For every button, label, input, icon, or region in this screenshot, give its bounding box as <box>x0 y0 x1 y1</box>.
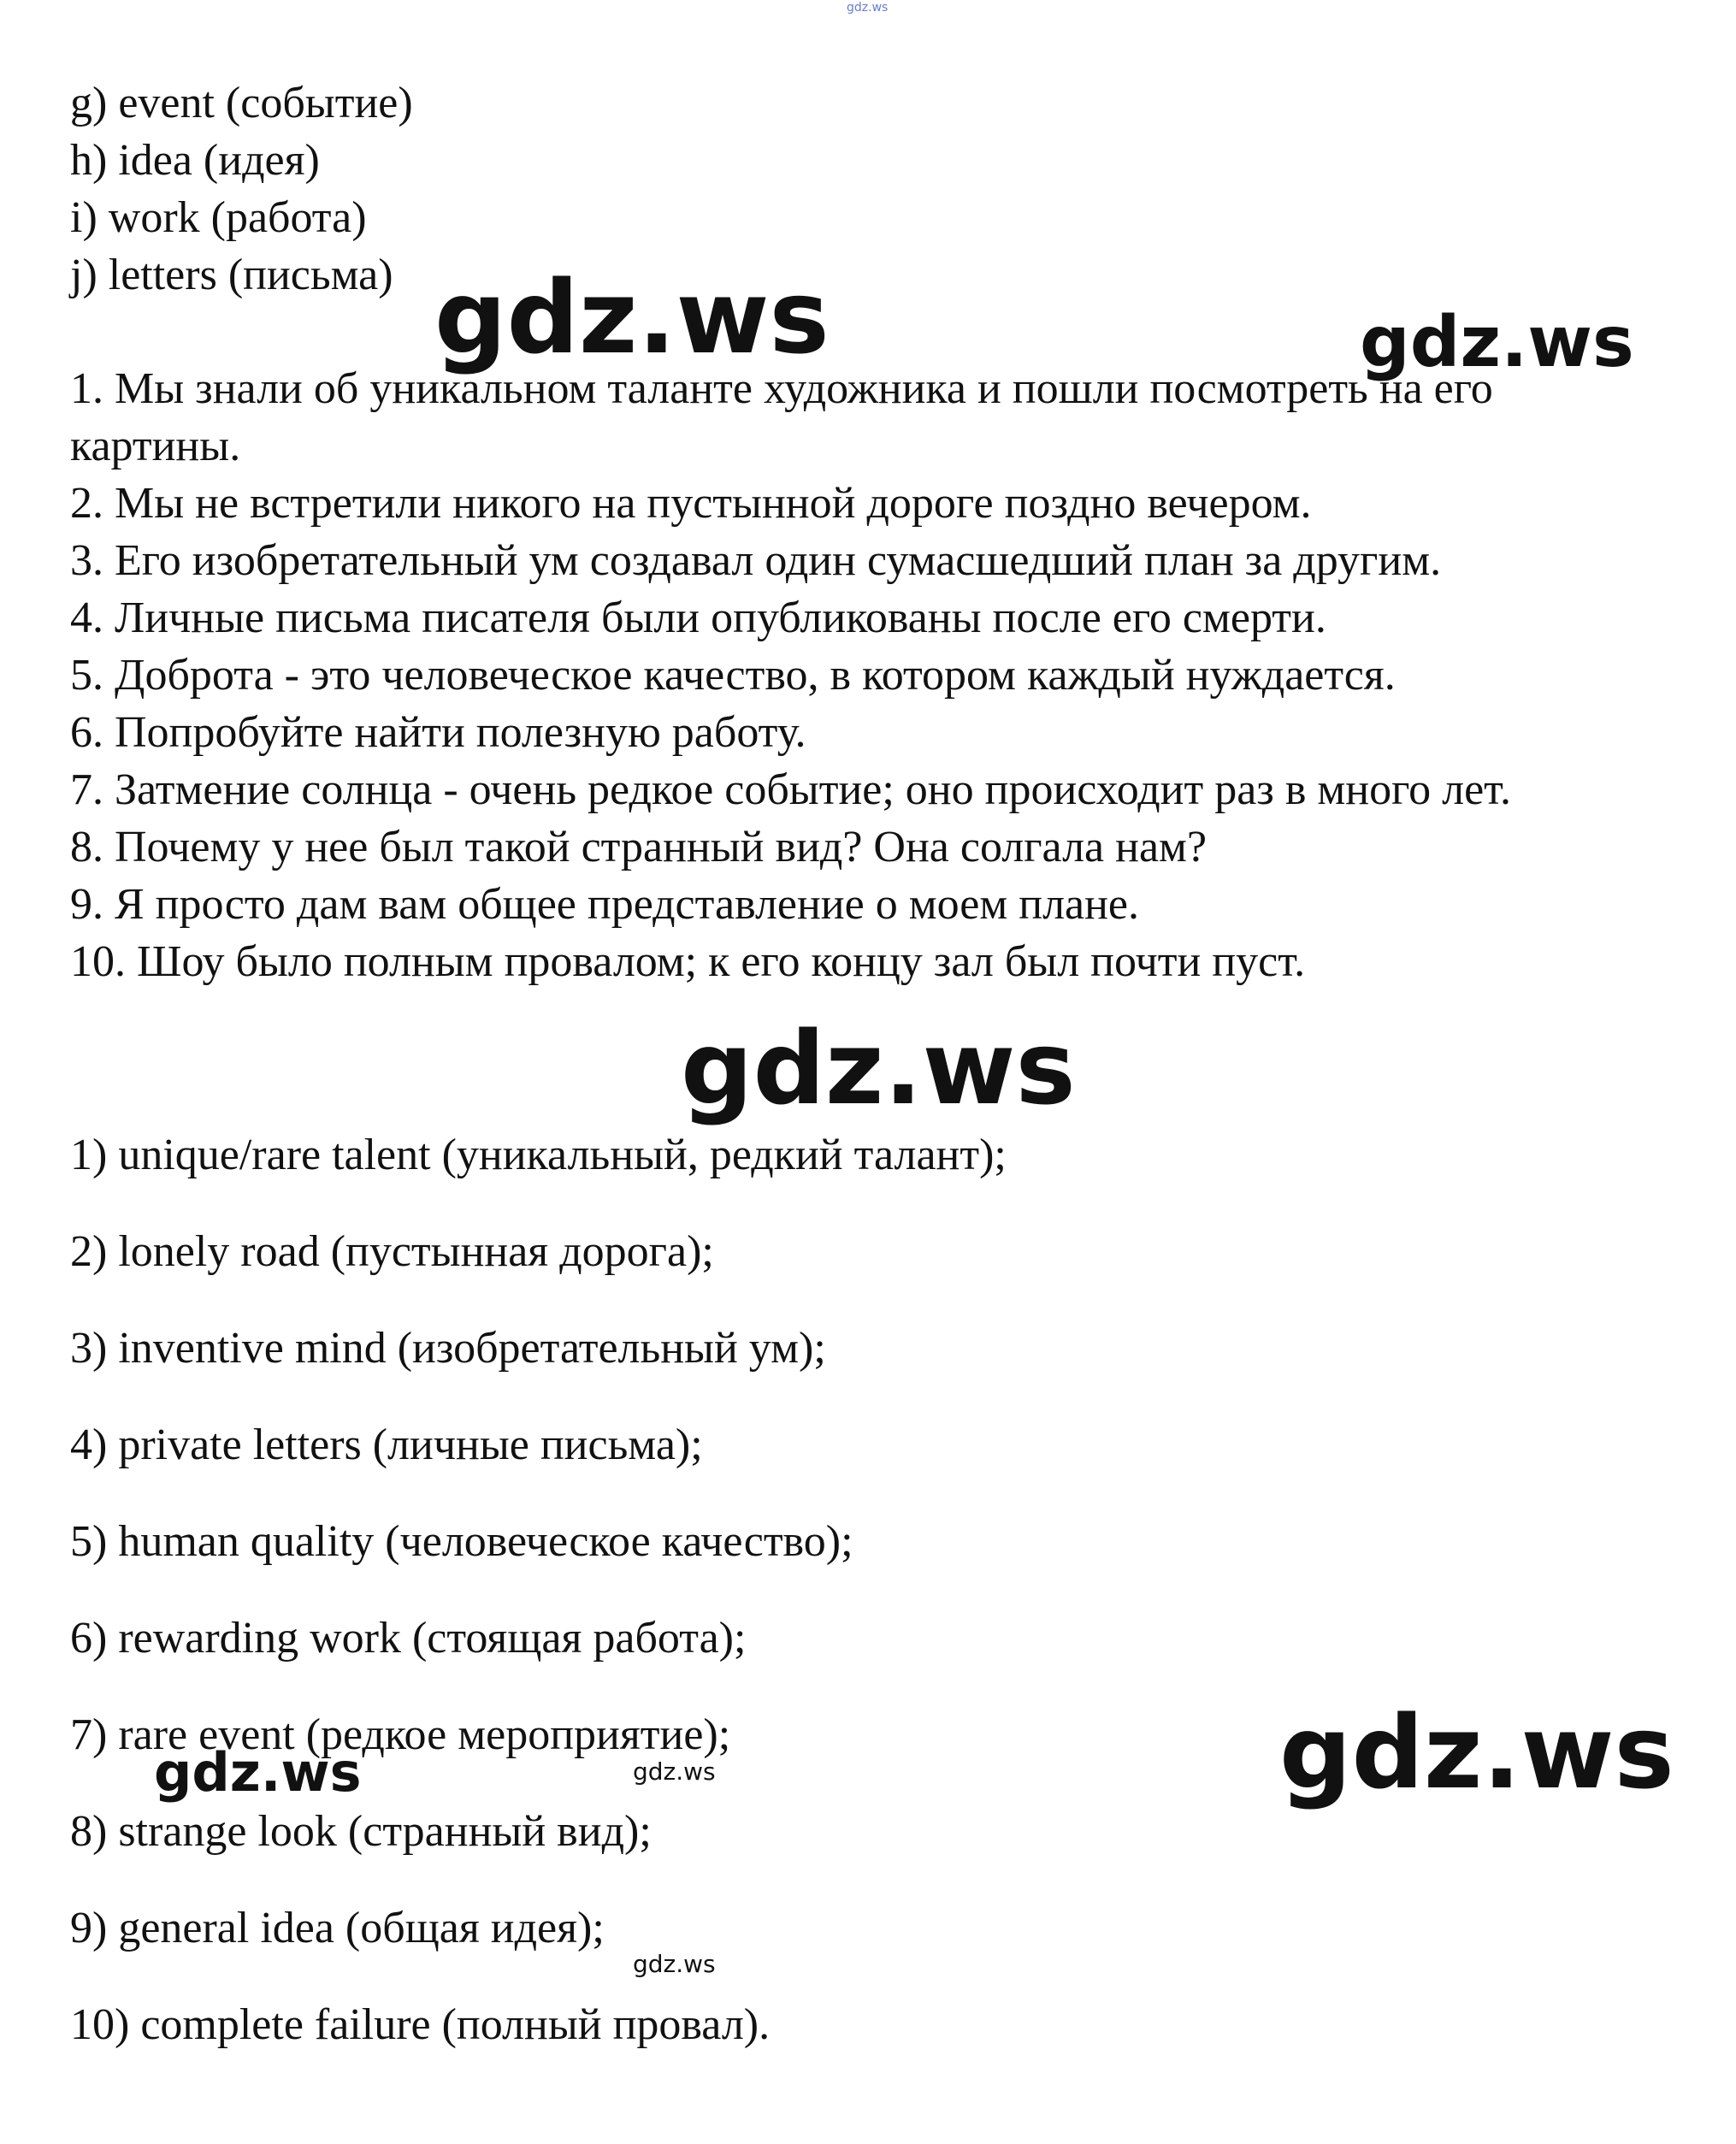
collocation-line: 3) inventive mind (изобретательный ум); <box>70 1324 826 1373</box>
translation-line: 3. Его изобретательный ум создавал один сумасшедший план за другим. <box>70 536 1442 585</box>
answer-line: j) letters (письма) <box>70 251 393 299</box>
translation-line: 4. Личные письма писателя были опубликованы после его смерти. <box>70 594 1326 642</box>
watermark: gdz.ws <box>633 1950 716 1978</box>
collocation-line: 9) general idea (общая идея); <box>70 1904 605 1952</box>
translation-line: 10. Шоу было полным провалом; к его концу зал был почти пуст. <box>70 937 1306 986</box>
collocation-line: 5) human quality (человеческое качество); <box>70 1517 853 1566</box>
translation-line: 5. Доброта - это человеческое качество, в котором каждый нуждается. <box>70 651 1396 700</box>
watermark: gdz.ws <box>1279 1693 1674 1811</box>
translation-line: 8. Почему у нее был такой странный вид? Она солгала нам? <box>70 823 1208 871</box>
translation-line: 2. Мы не встретили никого на пустынной дороге поздно вечером. <box>70 479 1312 528</box>
answer-line: g) event (событие) <box>70 79 413 127</box>
translation-line: 6. Попробуйте найти полезную работу. <box>70 708 806 757</box>
translation-line: картины. <box>70 422 241 470</box>
watermark: gdz.ws <box>633 1757 716 1786</box>
watermark: gdz.ws <box>434 258 830 376</box>
collocation-line: 1) unique/rare talent (уникальный, редкий талант); <box>70 1131 1007 1179</box>
collocation-line: 2) lonely road (пустынная дорога); <box>70 1227 714 1276</box>
collocation-line: 8) strange look (странный вид); <box>70 1807 652 1856</box>
answer-line: i) work (работа) <box>70 193 367 242</box>
collocation-line: 7) rare event (редкое мероприятие); <box>70 1710 731 1759</box>
collocation-line: 4) private letters (личные письма); <box>70 1420 703 1469</box>
collocation-line: 6) rewarding work (стоящая работа); <box>70 1614 747 1663</box>
watermark: gdz.ws <box>154 1741 362 1804</box>
watermark: gdz.ws <box>1360 302 1634 383</box>
translation-line: 1. Мы знали об уникальном таланте художника и пошли посмотреть на его <box>70 364 1493 413</box>
translation-line: 9. Я просто дам вам общее представление о моем плане. <box>70 880 1140 929</box>
watermark-top: gdz.ws <box>847 1 889 15</box>
watermark: gdz.ws <box>681 1009 1076 1127</box>
collocation-line: 10) complete failure (полный провал). <box>70 2000 771 2049</box>
answer-line: h) idea (идея) <box>70 136 320 185</box>
translation-line: 7. Затмение солнца - очень редкое событие; оно происходит раз в много лет. <box>70 765 1511 814</box>
